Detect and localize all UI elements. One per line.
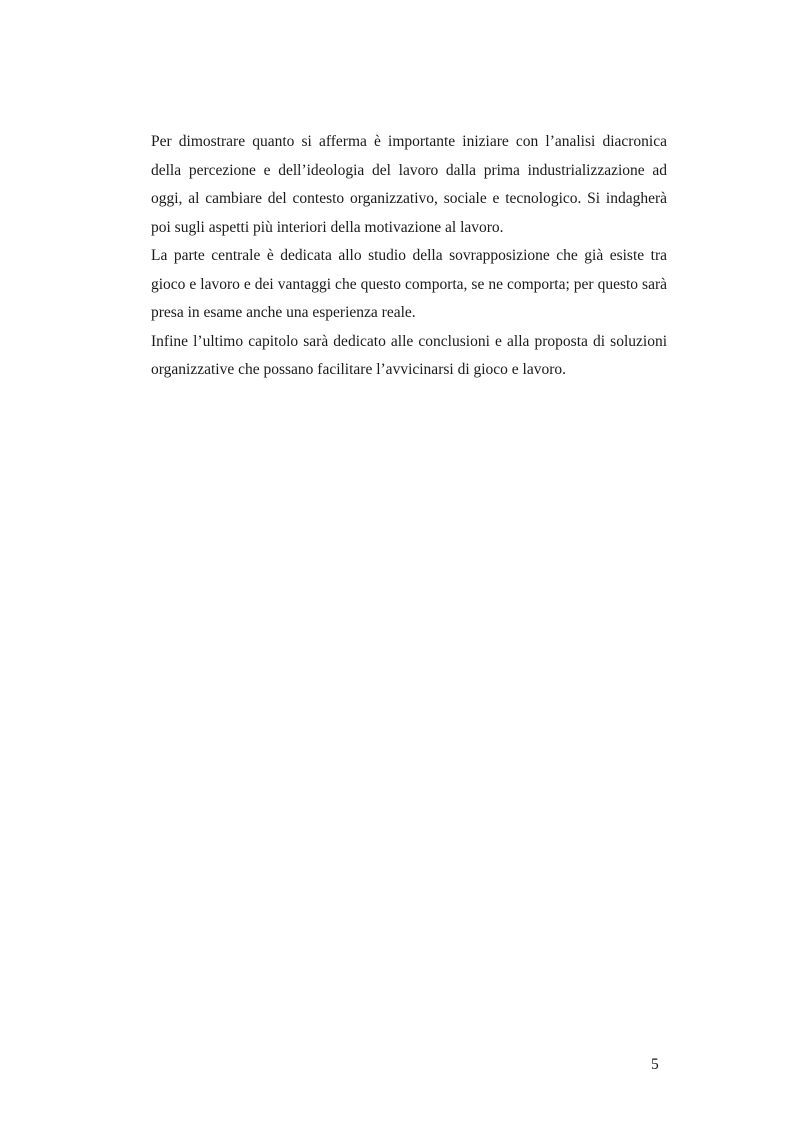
paragraph-final-chapter: Infine l’ultimo capitolo sarà dedicato alle conclusioni e alla proposta di soluzioni organizzative che possano facilitare l’avvicinarsi di gioco e lavoro. (151, 332, 667, 378)
paragraph-central-part: La parte centrale è dedicata allo studio della sovrapposizione che già esiste tra gioco e lavoro e dei vantaggi che questo comporta, se ne comporta; per questo sarà presa in esame anche una esperienza reale. (151, 247, 667, 321)
paragraph-method: Per dimostrare quanto si afferma è importante iniziare con l’analisi diacronica della percezione e dell’ideologia del lavoro dalla prima industrializzazione ad oggi, al cambiare del contesto organizzativo, sociale e tecnologico. Si indagherà poi sugli aspetti più interiori della motivazione al lavoro. (151, 133, 667, 236)
body-text (151, 128, 667, 385)
page-number: 5 (651, 1056, 659, 1073)
